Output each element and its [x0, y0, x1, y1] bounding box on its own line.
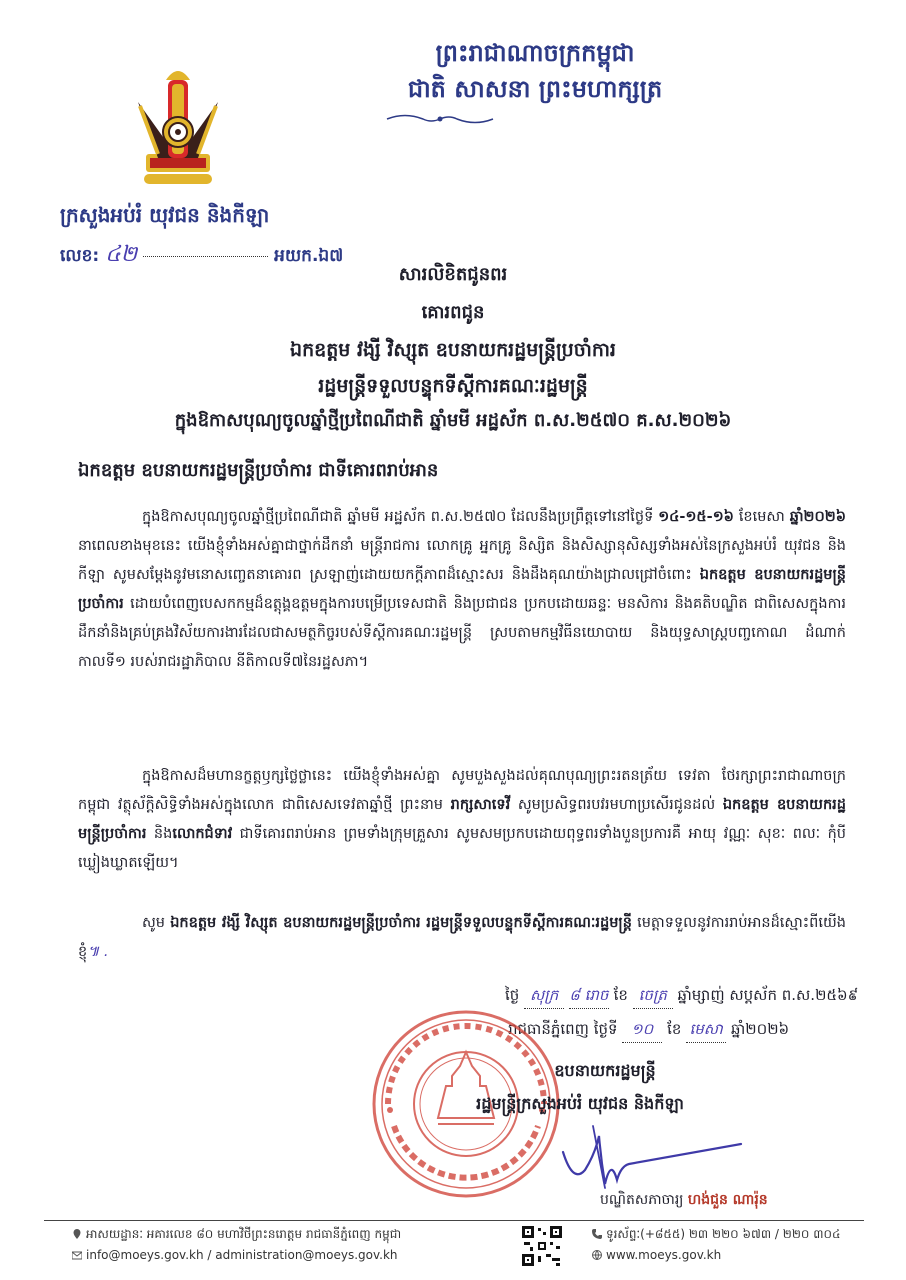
p1-dates: ១៤-១៥-១៦: [658, 509, 734, 525]
website-text[interactable]: www.moeys.gov.kh: [606, 1248, 722, 1262]
p2-text-d: ជាទីគោរពរាប់អាន ព្រមទាំងក្រុមគ្រួសារ សូមសមប្រកបដោយពុទ្ធពរទាំងបួនប្រការគឺ អាយុ វណ្ណៈ សុខៈ ពលៈ កុំបីឃ្លៀងឃ្លាតឡើយ។: [78, 826, 846, 871]
p1-recipient-bold: ឯកឧត្តម ឧបនាយករដ្ឋមន្ត្រីប្រចាំការ: [78, 567, 846, 612]
ministry-name: ក្រសួងអប់រំ យុវជន និងកីឡា: [60, 203, 270, 227]
signer-name: ហង់ជួន ណារ៉ុន: [687, 1192, 768, 1208]
p1-text-b: ខែមេសា: [733, 509, 790, 525]
signer-line: [600, 1190, 768, 1211]
address-text: អាសយដ្ឋានៈ អគារលេខ ៨០ មហាវិថីព្រះនរោត្តម រាជធានីភ្នំពេញ កម្ពុជា: [86, 1227, 402, 1241]
p2-text-b: សូមប្រសិទ្ធពរបវរមហាប្រសើរជូនដល់: [510, 797, 723, 813]
lunar-month: ចេត្រ: [633, 986, 673, 1009]
location-icon: [72, 1229, 82, 1239]
recipient-line: ឯកឧត្តម វង្សី វិស្សុត ឧបនាយករដ្ឋមន្ត្រីប្រចាំការ: [290, 339, 616, 361]
lunar-day-number: ៨ រោច: [569, 986, 609, 1009]
p2-text-a: ក្នុងឱកាសដ៏មហានក្ខត្តឫក្សថ្លៃថ្លានេះ យើងខ្ញុំទាំងអស់គ្នា សូមបួងសួងដល់គុណបុណ្យព្រះរតនត្រ័យ ទេវតា ថែរក្សាព្រះរាជាណាចក្រកម្ពុជា វត្ថុស័ក្តិសិទ្ធិទាំងអស់ក្នុងលោក ជាពិសេសទេវតាឆ្នាំថ្មី ព្រះនាម: [78, 768, 846, 813]
footer-emails: [72, 1248, 398, 1262]
recipient-position: រដ្ឋមន្ត្រីទទួលបន្ទុកទីស្តីការគណៈរដ្ឋមន្ត្រី: [318, 375, 588, 397]
lunar-suffix: ឆ្នាំម្សាញ់ សប្តស័ក ព.ស.២៥៦៩: [677, 986, 859, 1004]
qr-code-icon: [520, 1224, 564, 1268]
p3-recipient-bold: ឯកឧត្តម វង្សី វិស្សុត ឧបនាយករដ្ឋមន្ត្រីប្រចាំការ រដ្ឋមន្ត្រីទទួលបន្ទុកទីស្តីការគណៈរដ្ឋមន្ត្រី: [170, 915, 632, 931]
p2-text-c: និង: [146, 826, 173, 842]
lunar-day: សុក្រ: [524, 986, 564, 1009]
p2-deity-name: រាក្សសាទេវី: [450, 797, 511, 813]
ref-number-handwritten: ៤២: [105, 242, 138, 267]
lunar-prefix: ថ្ងៃ: [505, 986, 520, 1004]
occasion-line: ក្នុងឱកាសបុណ្យចូលឆ្នាំថ្មីប្រពៃណីជាតិ ឆ្នាំមមី អដ្ឋស័ក ព.ស.២៥៧០ គ.ស.២០២៦: [174, 410, 732, 431]
body-paragraph-2: [78, 762, 846, 878]
p3-text-a: សូម: [142, 915, 171, 931]
body-paragraph-1: [78, 503, 846, 677]
p3-closing-mark: ៕ .: [87, 944, 109, 960]
p1-text-a: ក្នុងឱកាសបុណ្យចូលឆ្នាំថ្មីប្រពៃណីជាតិ ឆ្នាំមមី អដ្ឋស័ក ព.ស.២៥៧០ ដែលនឹងប្រព្រឹត្តទៅនៅថ្ងៃទី: [142, 509, 659, 525]
p2-spouse-bold: លោកជំទាវ: [172, 826, 233, 842]
ref-label: លេខ:: [60, 246, 100, 266]
solar-day: ១០: [622, 1020, 662, 1043]
letter-title: សារលិខិតជូនពរ: [398, 264, 508, 285]
lunar-month-prefix: ខែ: [613, 986, 628, 1004]
p2-recipient-bold: ឯកឧត្តម ឧបនាយករដ្ឋមន្ត្រីប្រចាំការ: [78, 797, 846, 842]
salutation: ឯកឧត្តម ឧបនាយករដ្ឋមន្ត្រីប្រចាំការ ជាទីគោរពរាប់អាន: [78, 460, 439, 481]
national-motto: ជាតិ សាសនា ព្រះមហាក្សត្រ: [407, 75, 663, 103]
phone-icon: [592, 1229, 602, 1239]
globe-icon: [592, 1250, 602, 1260]
signatory-position: រដ្ឋមន្ត្រីក្រសួងអប់រំ យុវជន និងកីឡា: [476, 1094, 684, 1113]
respectfully-to: គោរពជូន: [421, 302, 485, 323]
ref-suffix: អយក.ឯ៧: [274, 246, 344, 266]
footer-address: [72, 1226, 401, 1244]
footer-divider: [44, 1220, 864, 1221]
signatory-title: ឧបនាយករដ្ឋមន្ត្រី: [554, 1061, 656, 1080]
solar-month: មេសា: [686, 1020, 726, 1043]
solar-mid: ខែ: [667, 1020, 682, 1038]
footer-phone: [592, 1226, 840, 1244]
p1-text-d: ដោយបំពេញបេសកកម្មដ៏ឧត្តុង្គឧត្តមក្នុងការបម្រើប្រទេសជាតិ និងប្រជាជន ប្រកបដោយឆន្ទៈ មនសិការ និងគតិបណ្ឌិត ជាពិសេសក្នុងការដឹកនាំនិងគ្រប់គ្រងវិស័យការងារដែលជាសមត្ថកិច្ចរបស់ទីស្តីការគណៈរដ្ឋមន្ត្រី ស្របតាមកម្មវិធីនយោបាយ និងយុទ្ធសាស្ត្របញ្ចកោណ ដំណាក់កាលទី១ របស់រាជរដ្ឋាភិបាល នីតិកាលទី៧នៃរដ្ឋសភា។: [78, 596, 846, 670]
p3-text-b: មេត្តាទទួលនូវការរាប់អានដ៏ស្មោះពីយើងខ្ញុំ: [78, 915, 846, 960]
footer-website: [592, 1248, 721, 1262]
phone-text: ទូរស័ព្ទៈ(+៨៥៥) ២៣ ២២០ ៦៧៣ / ២២០ ៣០៤: [606, 1227, 841, 1241]
ref-dotted-line: [143, 256, 268, 257]
emails-text[interactable]: info@moeys.gov.kh / administration@moeys.gov.kh: [86, 1248, 398, 1262]
email-icon: [72, 1250, 82, 1260]
handwritten-signature-icon: [555, 1118, 745, 1198]
solar-prefix: រាជធានីភ្នំពេញ ថ្ងៃទី: [508, 1020, 618, 1038]
solar-year: ឆ្នាំ២០២៦: [730, 1020, 790, 1038]
body-paragraph-3: [78, 909, 846, 967]
signer-prefix: បណ្ឌិតសភាចារ្យ: [600, 1192, 684, 1208]
kingdom-title: ព្រះរាជាណាចក្រកម្ពុជា: [435, 39, 635, 67]
p1-year: ឆ្នាំ២០២៦: [789, 509, 846, 525]
p1-text-c: នាពេលខាងមុខនេះ យើងខ្ញុំទាំងអស់គ្នាជាថ្នាក់ដឹកនាំ មន្ត្រីរាជការ លោកគ្រូ អ្នកគ្រូ និស្សិត និងសិស្សានុសិស្សទាំងអស់នៃក្រសួងអប់រំ យុវជន និងកីឡា សូមសម្តែងនូវមនោសញ្ចេតនាគោរព ស្រឡាញ់ដោយយកក្តីភាពដ៏ស្មោះសរ និងដឹងគុណយ៉ាងជ្រាលជ្រៅចំពោះ: [78, 538, 846, 583]
ornament-divider-icon: [385, 112, 495, 126]
ministry-emblem-icon: [128, 62, 228, 190]
